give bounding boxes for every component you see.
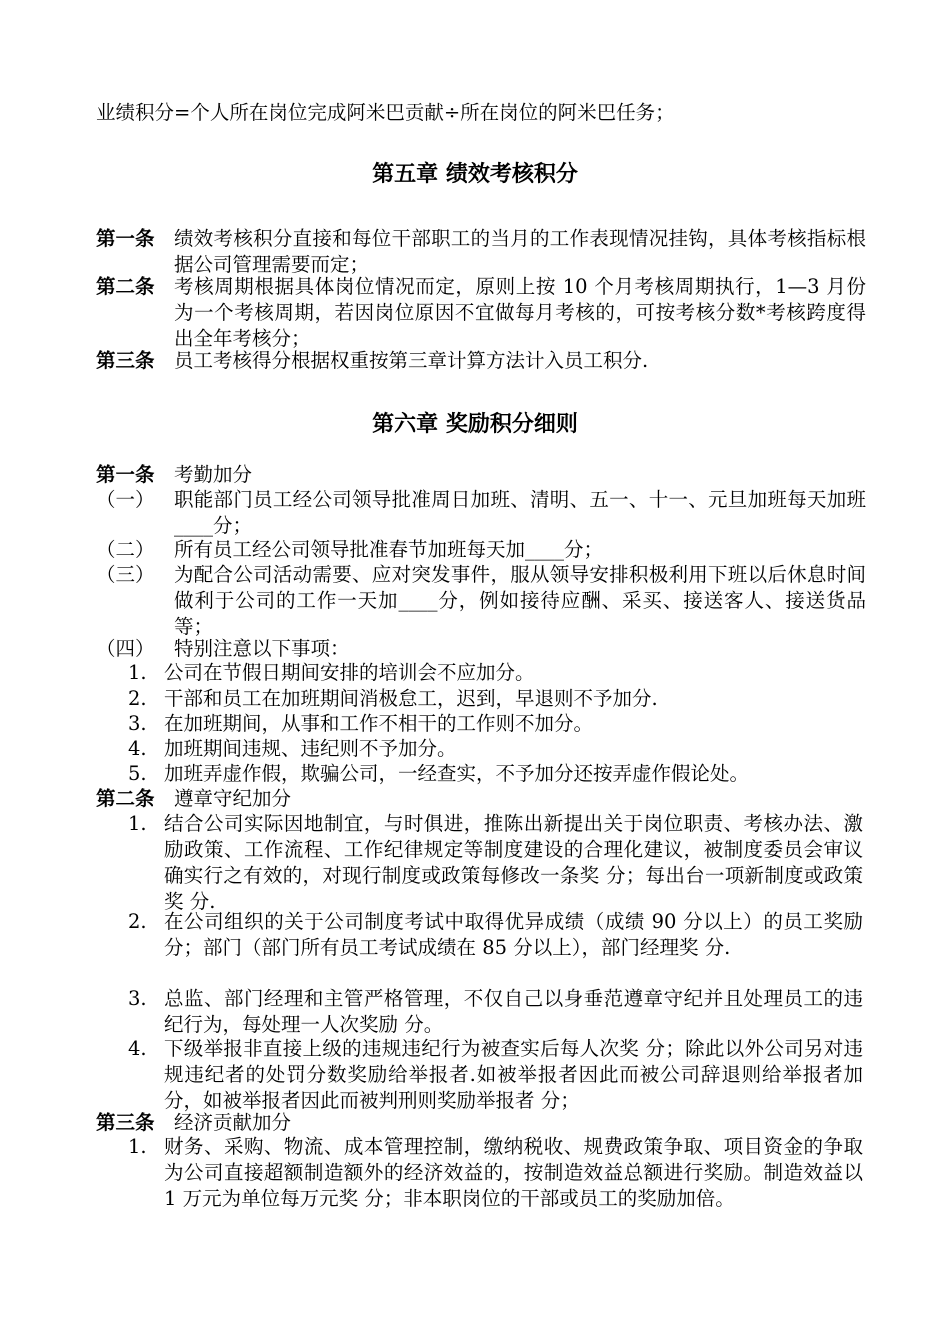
note-item-1	[128, 660, 863, 686]
rule-text: 下级举报非直接上级的违规违纪行为被查实后每人次奖 分；除此以外公司另对违规违纪者的处罚分数奖励给举报者.如被举报者因此而被公司辞退则给举报者加 分，如被举报者因此而被判刑则奖励举报者 分；	[164, 1037, 863, 1112]
note-item-3	[128, 711, 863, 737]
chapter-5-title: 第五章 绩效考核积分	[372, 161, 578, 187]
clause-text: 考核周期根据具体岗位情况而定，原则上按 10 个月考核周期执行，1—3 月份为一个考核周期，若因岗位原因不宜做每月考核的，可按考核分数*考核跨度得出全年考核分；	[174, 275, 866, 350]
chapter-6-clause-1	[96, 462, 866, 488]
note-number: 3.	[128, 712, 147, 735]
rule-number: 3.	[128, 987, 147, 1010]
sub-item-3	[96, 562, 866, 640]
clause-label: 第一条	[96, 463, 155, 486]
economic-number: 1.	[128, 1135, 147, 1158]
note-number: 1.	[128, 661, 147, 684]
note-text: 在加班期间，从事和工作不相干的工作则不加分。	[164, 712, 594, 735]
clause-label: 第一条	[96, 227, 155, 250]
note-number: 5.	[128, 762, 147, 785]
chapter-6-clause-3	[96, 1110, 866, 1136]
sub-item-4	[96, 636, 866, 662]
sub-label: （一）	[96, 488, 155, 511]
note-item-2	[128, 686, 863, 712]
note-item-4	[128, 736, 863, 762]
sub-text: 为配合公司活动需要、应对突发事件，服从领导安排积极利用下班以后休息时间做利于公司的工作一天加____分，例如接待应酬、采买、接送客人、接送货品等；	[174, 563, 866, 638]
clause-text: 员工考核得分根据权重按第三章计算方法计入员工积分.	[174, 349, 649, 372]
chapter-5-clause-2	[96, 274, 866, 352]
rule-number: 2.	[128, 910, 147, 933]
rule-item-3	[128, 986, 863, 1038]
sub-label: （二）	[96, 538, 155, 561]
clause-text: 绩效考核积分直接和每位干部职工的当月的工作表现情况挂钩，具体考核指标根据公司管理需要而定；	[174, 227, 866, 276]
economic-item-1	[128, 1134, 863, 1212]
clause-text: 遵章守纪加分	[174, 787, 292, 810]
rule-text: 结合公司实际因地制宜，与时俱进，推陈出新提出关于岗位职责、考核办法、激励政策、工作流程、工作纪律规定等制度建设的合理化建议，被制度委员会审议确实行之有效的，对现行制度或政策每修改一条奖 分；每出台一项新制度或政策奖 分.	[164, 812, 863, 913]
intro-line: 业绩积分=个人所在岗位完成阿米巴贡献÷所在岗位的阿米巴任务；	[96, 101, 675, 124]
rule-number: 1.	[128, 812, 147, 835]
chapter-5-clause-3	[96, 348, 866, 374]
sub-item-1	[96, 487, 866, 539]
note-number: 2.	[128, 687, 147, 710]
note-item-5	[128, 761, 863, 787]
clause-label: 第三条	[96, 1111, 155, 1134]
clause-text: 考勤加分	[174, 463, 253, 486]
clause-label: 第三条	[96, 349, 155, 372]
rule-number: 4.	[128, 1037, 147, 1060]
chapter-6-clause-2	[96, 786, 866, 812]
note-text: 干部和员工在加班期间消极怠工，迟到，早退则不予加分.	[164, 687, 658, 710]
note-number: 4.	[128, 737, 147, 760]
clause-label: 第二条	[96, 275, 155, 298]
rule-text: 总监、部门经理和主管严格管理，不仅自己以身垂范遵章守纪并且处理员工的违纪行为，每处理一人次奖励 分。	[164, 987, 863, 1036]
chapter-5-clause-1	[96, 226, 866, 278]
rule-item-4	[128, 1036, 863, 1114]
note-text: 加班弄虚作假，欺骗公司，一经查实，不予加分还按弄虚作假论处。	[164, 762, 750, 785]
economic-text: 财务、采购、物流、成本管理控制，缴纳税收、规费政策争取、项目资金的争取为公司直接超额制造额外的经济效益的，按制造效益总额进行奖励。制造效益以 1 万元为单位每万元奖 分；非本职岗位的干部或员工的奖励加倍。	[164, 1135, 863, 1210]
chapter-6-title: 第六章 奖励积分细则	[372, 411, 578, 437]
rule-item-1	[128, 811, 863, 915]
rule-text: 在公司组织的关于公司制度考试中取得优异成绩（成绩 90 分以上）的员工奖励 分；部门（部门所有员工考试成绩在 85 分以上），部门经理奖 分.	[164, 910, 863, 959]
rule-item-2	[128, 909, 863, 961]
sub-text: 特别注意以下事项：	[174, 637, 350, 660]
sub-item-2	[96, 537, 866, 563]
sub-label: （三）	[96, 563, 155, 586]
clause-text: 经济贡献加分	[174, 1111, 292, 1134]
sub-text: 所有员工经公司领导批准春节加班每天加____分；	[174, 538, 604, 561]
note-text: 加班期间违规、违纪则不予加分。	[164, 737, 457, 760]
sub-label: （四）	[96, 637, 155, 660]
clause-label: 第二条	[96, 787, 155, 810]
note-text: 公司在节假日期间安排的培训会不应加分。	[164, 661, 535, 684]
sub-text: 职能部门员工经公司领导批准周日加班、清明、五一、十一、元旦加班每天加班____分；	[174, 488, 866, 537]
